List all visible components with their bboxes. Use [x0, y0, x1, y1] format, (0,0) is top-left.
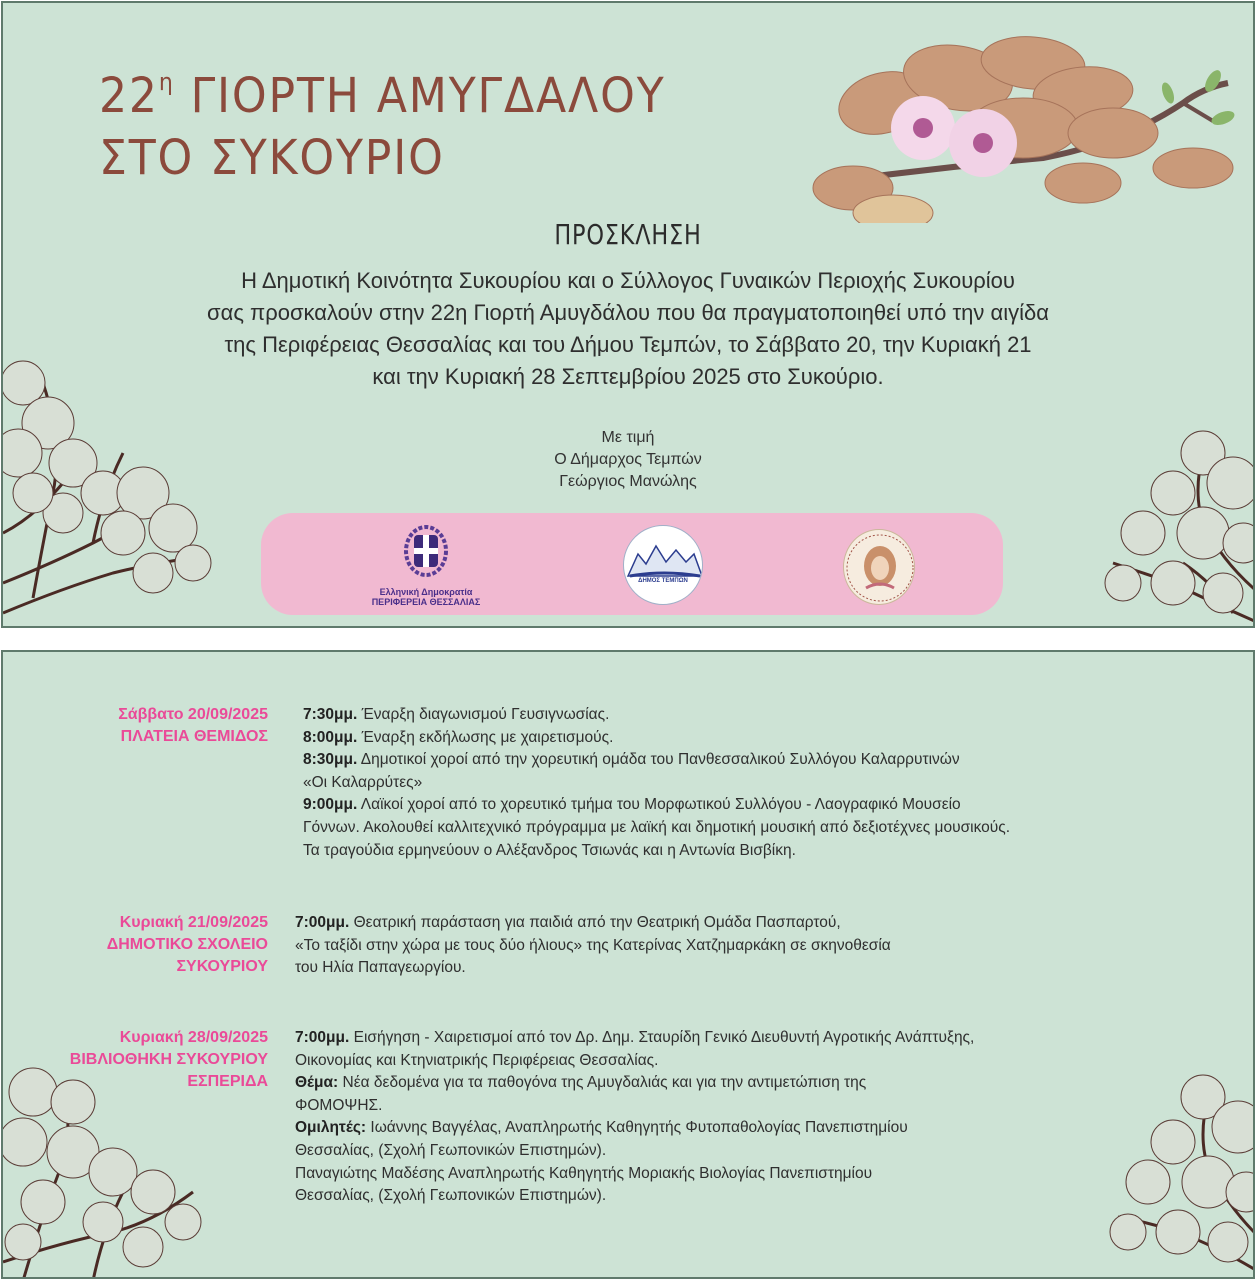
festival-title: [99, 51, 666, 189]
day-venue: ΒΙΒΛΙΟΘΗΚΗ ΣΥΚΟΥΡΙΟΥ: [69, 1051, 268, 1068]
day-label: [107, 912, 268, 978]
day-events: [295, 912, 891, 980]
event-line: 8:30μμ. Δημοτικοί χοροί από την χορευτική ομάδα του Πανθεσσαλικού Συλλόγου Καλαρρυτινών: [303, 751, 960, 769]
day-date: Κυριακή 28/09/2025: [119, 1029, 268, 1046]
event-line: «Το ταξίδι στην χώρα με τους δύο ήλιους» της Κατερίνας Χατζημαρκάκη σε σκηνοθεσία: [295, 936, 891, 954]
event-schedule: [3, 652, 1253, 1277]
day-venue: ΔΗΜΟΤΙΚΟ ΣΧΟΛΕΙΟ: [106, 936, 268, 953]
greek-coat-of-arms-icon: [401, 523, 451, 579]
day-venue: ΕΣΠΕΡΙΔΑ: [187, 1073, 268, 1090]
region-caption-2: ΠΕΡΙΦΕΡΕΙΑ ΘΕΣΣΑΛΙΑΣ: [371, 597, 481, 607]
event-line: Οικονομίας και Κτηνιατρικής Περιφέρειας Θεσσαλίας.: [295, 1051, 659, 1069]
event-line: 9:00μμ. Λαϊκοί χοροί από το χορευτικό τμήμα του Μορφωτικού Συλλόγου - Λαογραφικό Μουσείο: [303, 796, 961, 814]
day-date: Κυριακή 21/09/2025: [119, 914, 268, 931]
title-line-1: $22^\eta$ ΓΙΟΡΤΗ ΑΜΥΓΔΑΛΟΥ: [99, 68, 666, 124]
invitation-line: της Περιφέρειας Θεσσαλίας και του Δήμου Τεμπών, το Σάββατο 20, την Κυριακή 21: [224, 332, 1032, 357]
region-thessaly-logo: [361, 523, 491, 607]
event-line: 7:00μμ. Εισήγηση - Χαιρετισμοί από τον Δρ. Δημ. Σταυρίδη Γενικό Διευθυντή Αγροτικής Ανάπτυξης,: [295, 1029, 975, 1046]
mountains-icon: [624, 532, 703, 582]
invitation-line: και την Κυριακή 28 Σεπτεμβρίου 2025 στο Συκούριο.: [372, 364, 884, 389]
signature-title: Ο Δήμαρχος Τεμπών: [554, 451, 702, 468]
event-line: ΦΟΜΟΨΗΣ.: [295, 1096, 383, 1114]
invitation-line: Η Δημοτική Κοινότητα Συκουρίου και ο Σύλλογος Γυναικών Περιοχής Συκουρίου: [241, 268, 1015, 293]
event-line: Παναγιώτης Μαδέσης Αναπληρωτής Καθηγητής Μοριακής Βιολογίας Πανεπιστημίου: [295, 1164, 873, 1182]
event-line: 8:00μμ. Έναρξη εκδήλωσης με χαιρετισμούς.: [303, 728, 614, 746]
event-line: Θεσσαλίας, (Σχολή Γεωπονικών Επιστημών).: [295, 1187, 607, 1205]
women-association-logo: [843, 529, 915, 605]
dimos-tempon-logo: [623, 525, 703, 605]
portrait-seal-icon: [844, 530, 915, 605]
event-line: Θέμα: Νέα δεδομένα για τα παθογόνα της Αμυγδαλιάς και για την αντιμετώπιση της: [295, 1074, 867, 1092]
day-events: [303, 704, 1010, 862]
dimos-label: ΔΗΜΟΣ ΤΕΜΠΩΝ: [638, 578, 688, 584]
event-line: του Ηλία Παπαγεωργίου.: [295, 959, 466, 977]
blossom-tree-left-icon: [3, 343, 233, 628]
day-label: [70, 1027, 268, 1093]
event-line: Ομιλητές: Ιωάννης Βαγγέλας, Αναπληρωτής Καθηγητής Φυτοπαθολογίας Πανεπιστημίου: [295, 1119, 908, 1137]
almond-branch-illustration: [783, 33, 1243, 223]
day-venue: ΣΥΚΟΥΡΙΟΥ: [176, 958, 268, 975]
signature-greeting: Με τιμή: [601, 429, 655, 446]
event-line: «Οι Καλαρρύτες»: [303, 773, 423, 791]
day-date: Σάββατο 20/09/2025: [118, 706, 268, 723]
title-line-2: ΣΤΟ ΣΥΚΟΥΡΙΟ: [99, 130, 445, 186]
day-venue: ΠΛΑΤΕΙΑ ΘΕΜΙΔΟΣ: [120, 728, 268, 745]
day-label: [118, 704, 268, 748]
day-events: [295, 1027, 974, 1208]
invitation-card: [1, 1, 1255, 628]
event-line: 7:00μμ. Θεατρική παράσταση για παιδιά από την Θεατρική Ομάδα Πασπαρτού,: [295, 914, 841, 931]
partner-logo-strip: [261, 513, 1003, 615]
schedule-card: [1, 650, 1255, 1279]
invitation-line: σας προσκαλούν στην 22η Γιορτή Αμυγδάλου που θα πραγματοποιηθεί υπό την αιγίδα: [207, 300, 1049, 325]
invitation-heading: ΠΡΟΣΚΛΗΣΗ: [554, 218, 702, 251]
event-line: Τα τραγούδια ερμηνεύουν ο Αλέξανδρος Τσιωνάς και η Αντωνία Βισβίκη.: [303, 841, 796, 859]
event-line: Θεσσαλίας, (Σχολή Γεωπονικών Επιστημών).: [295, 1141, 607, 1159]
region-caption-1: Ελληνική Δημοκρατία: [379, 587, 473, 597]
event-line: Γόννων. Ακολουθεί καλλιτεχνικό πρόγραμμα με λαϊκή και δημοτική μουσική από δεξιοτέχνες μουσικούς.: [303, 818, 1011, 836]
signature-name: Γεώργιος Μανώλης: [559, 473, 697, 490]
blossom-tree-right-icon: [1103, 413, 1255, 628]
event-line: 7:30μμ. Έναρξη διαγωνισμού Γευσιγνωσίας.: [303, 706, 610, 723]
